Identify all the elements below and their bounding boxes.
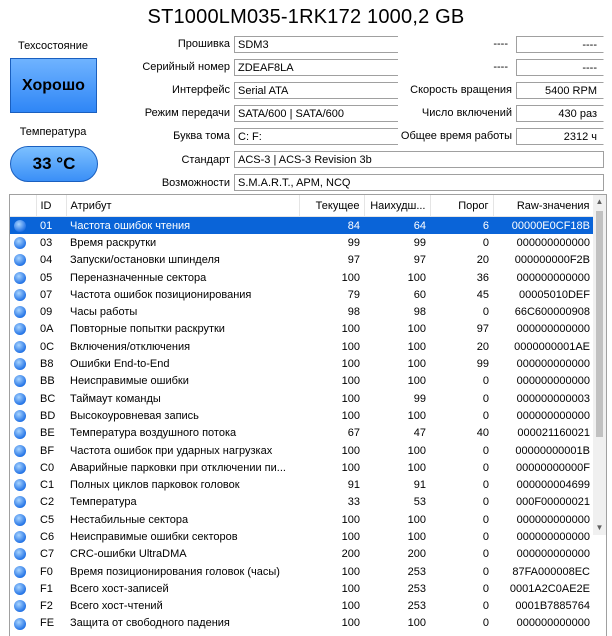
attribute-worst: 100 bbox=[407, 444, 426, 457]
attribute-id: C0 bbox=[40, 461, 55, 474]
attribute-raw: 000000000F2B bbox=[514, 254, 590, 267]
attribute-raw: 00005010DEF bbox=[519, 288, 590, 301]
attribute-worst: 98 bbox=[413, 306, 426, 319]
attribute-id: F2 bbox=[40, 600, 53, 613]
status-cell bbox=[10, 303, 36, 320]
attribute-current: 84 bbox=[299, 217, 364, 235]
attribute-current: 100 bbox=[341, 565, 360, 578]
attribute-raw: 0001A2C0AE2E bbox=[509, 582, 590, 595]
attribute-worst: 200 bbox=[407, 548, 426, 561]
attribute-threshold: 0 bbox=[482, 444, 489, 457]
table-row[interactable] bbox=[10, 217, 594, 235]
status-dot-icon bbox=[14, 375, 26, 387]
attribute-worst: 97 bbox=[413, 254, 426, 267]
status-cell bbox=[10, 355, 36, 372]
attribute-raw: 000000000000 bbox=[516, 617, 590, 630]
drive-title: ST1000LM035-1RK172 1000,2 GB bbox=[147, 6, 465, 28]
attribute-id: C5 bbox=[40, 513, 55, 526]
attribute-id: 01 bbox=[36, 217, 66, 235]
serial-label: Серийный номер bbox=[142, 61, 230, 73]
status-cell bbox=[10, 407, 36, 424]
attribute-current: 100 bbox=[341, 600, 360, 613]
status-dot-icon bbox=[14, 220, 26, 232]
status-dot-icon bbox=[14, 600, 26, 612]
table-row[interactable] bbox=[10, 580, 594, 597]
status-cell bbox=[10, 442, 36, 459]
status-cell bbox=[10, 338, 36, 355]
attribute-raw: 000000000000 bbox=[516, 323, 590, 336]
column-status[interactable] bbox=[10, 195, 36, 217]
health-status-button[interactable]: Хорошо bbox=[10, 58, 97, 113]
firmware-label: Прошивка bbox=[177, 38, 230, 50]
table-row[interactable] bbox=[10, 598, 594, 615]
scroll-up-icon[interactable]: ▲ bbox=[595, 197, 604, 206]
attribute-current: 79 bbox=[347, 288, 360, 301]
attribute-threshold: 0 bbox=[482, 392, 489, 405]
attribute-raw: 000000000000 bbox=[516, 513, 590, 526]
attribute-threshold: 45 bbox=[476, 288, 489, 301]
power-on-count-value: 430 раз bbox=[516, 105, 604, 122]
attribute-id: 04 bbox=[40, 254, 53, 267]
attribute-name: Включения/отключения bbox=[70, 340, 191, 353]
scrollbar[interactable] bbox=[593, 195, 606, 535]
transfer-mode-label: Режим передачи bbox=[144, 107, 230, 119]
table-row[interactable] bbox=[10, 476, 594, 493]
table-row[interactable] bbox=[10, 269, 594, 286]
status-dot-icon bbox=[14, 566, 26, 578]
status-cell bbox=[10, 598, 36, 615]
empty-value-1: ---- bbox=[516, 36, 604, 53]
attribute-name: Запуски/остановки шпинделя bbox=[70, 254, 220, 267]
attribute-id: BD bbox=[40, 409, 56, 422]
attribute-current: 100 bbox=[341, 340, 360, 353]
status-cell bbox=[10, 321, 36, 338]
status-dot-icon bbox=[14, 323, 26, 335]
power-on-hours-value: 2312 ч bbox=[516, 128, 604, 145]
attribute-id: 05 bbox=[40, 271, 53, 284]
attribute-worst: 100 bbox=[407, 358, 426, 371]
attribute-id: 09 bbox=[40, 306, 53, 319]
table-row[interactable] bbox=[10, 303, 594, 320]
interface-value: Serial ATA bbox=[234, 82, 398, 99]
attribute-id: C7 bbox=[40, 548, 55, 561]
attribute-current: 100 bbox=[341, 582, 360, 595]
status-dot-icon bbox=[14, 445, 26, 457]
attribute-threshold: 0 bbox=[482, 461, 489, 474]
status-dot-icon bbox=[14, 479, 26, 491]
column-current[interactable]: Текущее bbox=[299, 195, 364, 217]
power-on-count-label: Число включений bbox=[421, 107, 512, 119]
attribute-worst: 100 bbox=[407, 323, 426, 336]
attribute-threshold: 0 bbox=[482, 409, 489, 422]
status-dot-icon bbox=[14, 514, 26, 526]
status-dot-icon bbox=[14, 254, 26, 266]
table-row[interactable] bbox=[10, 355, 594, 372]
table-row[interactable] bbox=[10, 511, 594, 528]
column-id[interactable]: ID bbox=[36, 195, 66, 217]
attribute-threshold: 0 bbox=[482, 600, 489, 613]
empty-label-2: ---- bbox=[400, 59, 514, 76]
attribute-name: Всего хост-чтений bbox=[70, 600, 163, 613]
table-row[interactable] bbox=[10, 459, 594, 476]
attribute-id: FE bbox=[40, 617, 55, 630]
table-row[interactable] bbox=[10, 407, 594, 424]
attribute-raw: 000F00000021 bbox=[515, 496, 590, 509]
temperature-button[interactable]: 33 °C bbox=[10, 146, 98, 182]
attribute-current: 98 bbox=[347, 306, 360, 319]
firmware-value: SDM3 bbox=[234, 36, 398, 53]
attribute-threshold: 0 bbox=[482, 548, 489, 561]
attribute-current: 100 bbox=[341, 323, 360, 336]
attribute-name: Всего хост-записей bbox=[70, 582, 169, 595]
attribute-raw: 000000000000 bbox=[516, 236, 590, 249]
attribute-name: Повторные попытки раскрутки bbox=[70, 323, 225, 336]
attribute-worst: 64 bbox=[364, 217, 430, 235]
attribute-current: 100 bbox=[341, 409, 360, 422]
smart-table[interactable] bbox=[9, 194, 607, 636]
empty-value-2: ---- bbox=[516, 59, 604, 76]
table-row[interactable] bbox=[10, 528, 594, 545]
status-dot-icon bbox=[14, 548, 26, 560]
rotation-speed-label: Скорость вращения bbox=[410, 84, 512, 96]
attribute-threshold: 0 bbox=[482, 565, 489, 578]
column-attribute[interactable]: Атрибут bbox=[66, 195, 299, 217]
attribute-id: C1 bbox=[40, 479, 55, 492]
attribute-worst: 100 bbox=[407, 271, 426, 284]
attribute-raw: 000021160021 bbox=[517, 427, 590, 440]
attribute-name: Температура bbox=[70, 496, 137, 509]
attribute-threshold: 6 bbox=[430, 217, 493, 235]
status-cell bbox=[10, 511, 36, 528]
attribute-raw: 000000000000 bbox=[516, 271, 590, 284]
attribute-threshold: 0 bbox=[482, 513, 489, 526]
attribute-current: 100 bbox=[341, 358, 360, 371]
attribute-worst: 100 bbox=[407, 513, 426, 526]
status-cell bbox=[10, 615, 36, 632]
status-dot-icon bbox=[14, 496, 26, 508]
attribute-worst: 100 bbox=[407, 340, 426, 353]
attribute-raw: 000000000000 bbox=[516, 375, 590, 388]
volume-letter-label: Буква тома bbox=[173, 130, 230, 142]
column-raw[interactable]: Raw-значения bbox=[493, 195, 594, 217]
attribute-worst: 100 bbox=[407, 530, 426, 543]
column-threshold[interactable]: Порог bbox=[430, 195, 493, 217]
table-row[interactable] bbox=[10, 338, 594, 355]
attribute-name: Переназначенные сектора bbox=[70, 271, 207, 284]
status-dot-icon bbox=[14, 531, 26, 543]
status-dot-icon bbox=[14, 358, 26, 370]
attribute-worst: 100 bbox=[407, 461, 426, 474]
status-cell bbox=[10, 494, 36, 511]
attribute-raw: 000000000003 bbox=[516, 392, 590, 405]
status-dot-icon bbox=[14, 237, 26, 249]
status-dot-icon bbox=[14, 393, 26, 405]
table-row[interactable] bbox=[10, 563, 594, 580]
attribute-name: CRC-ошибки UltraDMA bbox=[70, 548, 187, 561]
attribute-threshold: 0 bbox=[482, 530, 489, 543]
attribute-id: 07 bbox=[40, 288, 53, 301]
table-row[interactable] bbox=[10, 234, 594, 251]
status-cell bbox=[10, 425, 36, 442]
attribute-threshold: 40 bbox=[476, 427, 489, 440]
attribute-raw: 000000000000 bbox=[516, 409, 590, 422]
attribute-threshold: 36 bbox=[476, 271, 489, 284]
attribute-threshold: 0 bbox=[482, 617, 489, 630]
attribute-raw: 00000E0CF18B bbox=[493, 217, 594, 235]
serial-value: ZDEAF8LA bbox=[234, 59, 398, 76]
rotation-speed-value: 5400 RPM bbox=[516, 82, 604, 99]
attribute-worst: 253 bbox=[407, 565, 426, 578]
attribute-name: Частота ошибок позиционирования bbox=[70, 288, 252, 301]
standard-label: Стандарт bbox=[181, 154, 230, 166]
temperature-label: Температура bbox=[19, 126, 87, 138]
table-row[interactable] bbox=[10, 286, 594, 303]
status-cell bbox=[10, 390, 36, 407]
attribute-name: Аварийные парковки при отключении пи... bbox=[70, 461, 286, 474]
status-cell bbox=[10, 580, 36, 597]
attribute-threshold: 20 bbox=[476, 340, 489, 353]
attribute-threshold: 0 bbox=[482, 479, 489, 492]
attribute-name: Ошибки End-to-End bbox=[70, 358, 170, 371]
attribute-current: 33 bbox=[347, 496, 360, 509]
attribute-id: F1 bbox=[40, 582, 53, 595]
table-row[interactable] bbox=[10, 615, 594, 632]
status-cell bbox=[10, 217, 36, 235]
attribute-name: Высокоуровневая запись bbox=[70, 409, 199, 422]
attribute-current: 100 bbox=[341, 444, 360, 457]
interface-label: Интерфейс bbox=[172, 84, 230, 96]
empty-label-1: ---- bbox=[400, 36, 514, 53]
attribute-worst: 60 bbox=[413, 288, 426, 301]
attribute-name: Время раскрутки bbox=[70, 236, 157, 249]
status-dot-icon bbox=[14, 462, 26, 474]
attribute-raw: 000000004699 bbox=[516, 479, 590, 492]
status-dot-icon bbox=[14, 618, 26, 630]
attribute-raw: 00000000001B bbox=[515, 444, 590, 457]
attribute-current: 100 bbox=[341, 617, 360, 630]
attribute-raw: 87FA000008EC bbox=[512, 565, 590, 578]
attribute-name: Частота ошибок при ударных нагрузках bbox=[70, 444, 273, 457]
power-on-hours-label: Общее время работы bbox=[400, 130, 512, 142]
status-cell bbox=[10, 373, 36, 390]
attribute-current: 100 bbox=[341, 461, 360, 474]
attribute-name: Неисправимые ошибки секторов bbox=[70, 530, 238, 543]
attribute-name: Защита от свободного падения bbox=[70, 617, 230, 630]
attribute-worst: 53 bbox=[413, 496, 426, 509]
attribute-worst: 99 bbox=[413, 236, 426, 249]
status-cell bbox=[10, 563, 36, 580]
table-row[interactable] bbox=[10, 546, 594, 563]
attribute-worst: 91 bbox=[413, 479, 426, 492]
attribute-current: 99 bbox=[347, 236, 360, 249]
attribute-id: F0 bbox=[40, 565, 53, 578]
attribute-raw: 000000000000 bbox=[516, 548, 590, 561]
attribute-id: BC bbox=[40, 392, 56, 405]
table-row[interactable] bbox=[10, 442, 594, 459]
attribute-threshold: 97 bbox=[476, 323, 489, 336]
status-dot-icon bbox=[14, 410, 26, 422]
attribute-current: 100 bbox=[341, 375, 360, 388]
status-dot-icon bbox=[14, 583, 26, 595]
attribute-raw: 000000000000 bbox=[516, 530, 590, 543]
attribute-worst: 100 bbox=[407, 375, 426, 388]
attribute-threshold: 0 bbox=[482, 236, 489, 249]
attribute-name: Часы работы bbox=[70, 306, 138, 319]
attribute-id: 03 bbox=[40, 236, 53, 249]
status-cell bbox=[10, 252, 36, 269]
attribute-name: Таймаут команды bbox=[70, 392, 161, 405]
volume-letter-value: C: F: bbox=[234, 128, 398, 145]
table-row[interactable] bbox=[10, 321, 594, 338]
table-row[interactable] bbox=[10, 494, 594, 511]
scroll-down-icon[interactable]: ▼ bbox=[595, 523, 604, 532]
attribute-id: C2 bbox=[40, 496, 55, 509]
table-row[interactable] bbox=[10, 390, 594, 407]
attribute-worst: 99 bbox=[413, 392, 426, 405]
status-dot-icon bbox=[14, 427, 26, 439]
status-dot-icon bbox=[14, 272, 26, 284]
attribute-raw: 66C600000908 bbox=[514, 306, 590, 319]
attribute-current: 100 bbox=[341, 513, 360, 526]
table-header bbox=[10, 195, 594, 217]
attribute-current: 91 bbox=[347, 479, 360, 492]
attribute-threshold: 99 bbox=[476, 358, 489, 371]
attribute-name: Частота ошибок чтения bbox=[66, 217, 299, 235]
attribute-current: 100 bbox=[341, 530, 360, 543]
attribute-name: Температура воздушного потока bbox=[70, 427, 237, 440]
attribute-current: 100 bbox=[341, 271, 360, 284]
status-cell bbox=[10, 286, 36, 303]
attribute-current: 200 bbox=[341, 548, 360, 561]
attribute-name: Время позиционирования головок (часы) bbox=[70, 565, 280, 578]
attribute-id: BB bbox=[40, 375, 55, 388]
attribute-id: 0C bbox=[40, 340, 55, 353]
table-row[interactable] bbox=[10, 425, 594, 442]
attribute-name: Неисправимые ошибки bbox=[70, 375, 189, 388]
attribute-threshold: 0 bbox=[482, 375, 489, 388]
status-cell bbox=[10, 546, 36, 563]
attribute-worst: 100 bbox=[407, 409, 426, 422]
column-worst[interactable]: Наихудш... bbox=[364, 195, 430, 217]
attribute-threshold: 20 bbox=[476, 254, 489, 267]
attribute-threshold: 0 bbox=[482, 306, 489, 319]
attribute-worst: 100 bbox=[407, 617, 426, 630]
status-dot-icon bbox=[14, 289, 26, 301]
attribute-id: C6 bbox=[40, 530, 55, 543]
status-dot-icon bbox=[14, 341, 26, 353]
attribute-id: B8 bbox=[40, 358, 54, 371]
attribute-id: BE bbox=[40, 427, 55, 440]
attribute-raw: 0001B7885764 bbox=[515, 600, 590, 613]
features-value: S.M.A.R.T., APM, NCQ bbox=[234, 174, 604, 191]
attribute-threshold: 0 bbox=[482, 582, 489, 595]
attribute-id: BF bbox=[40, 444, 55, 457]
table-row[interactable] bbox=[10, 252, 594, 269]
attribute-threshold: 0 bbox=[482, 496, 489, 509]
scrollbar-thumb[interactable] bbox=[596, 211, 603, 437]
attribute-worst: 47 bbox=[413, 427, 426, 440]
attribute-current: 67 bbox=[347, 427, 360, 440]
status-cell bbox=[10, 459, 36, 476]
status-cell bbox=[10, 269, 36, 286]
health-label: Техсостояние bbox=[18, 40, 88, 52]
attribute-current: 100 bbox=[341, 392, 360, 405]
attribute-worst: 253 bbox=[407, 600, 426, 613]
features-label: Возможности bbox=[161, 177, 230, 189]
standard-value: ACS-3 | ACS-3 Revision 3b bbox=[234, 151, 604, 168]
attribute-raw: 000000000000 bbox=[516, 358, 590, 371]
attribute-raw: 0000000001AE bbox=[514, 340, 590, 353]
status-cell bbox=[10, 528, 36, 545]
table-row[interactable] bbox=[10, 373, 594, 390]
attribute-name: Полных циклов парковок головок bbox=[70, 479, 240, 492]
attribute-worst: 253 bbox=[407, 582, 426, 595]
status-dot-icon bbox=[14, 306, 26, 318]
transfer-mode-value: SATA/600 | SATA/600 bbox=[234, 105, 398, 122]
attribute-id: 0A bbox=[40, 323, 54, 336]
attribute-current: 97 bbox=[347, 254, 360, 267]
status-cell bbox=[10, 476, 36, 493]
attribute-name: Нестабильные сектора bbox=[70, 513, 189, 526]
status-cell bbox=[10, 234, 36, 251]
attribute-raw: 00000000000F bbox=[515, 461, 590, 474]
